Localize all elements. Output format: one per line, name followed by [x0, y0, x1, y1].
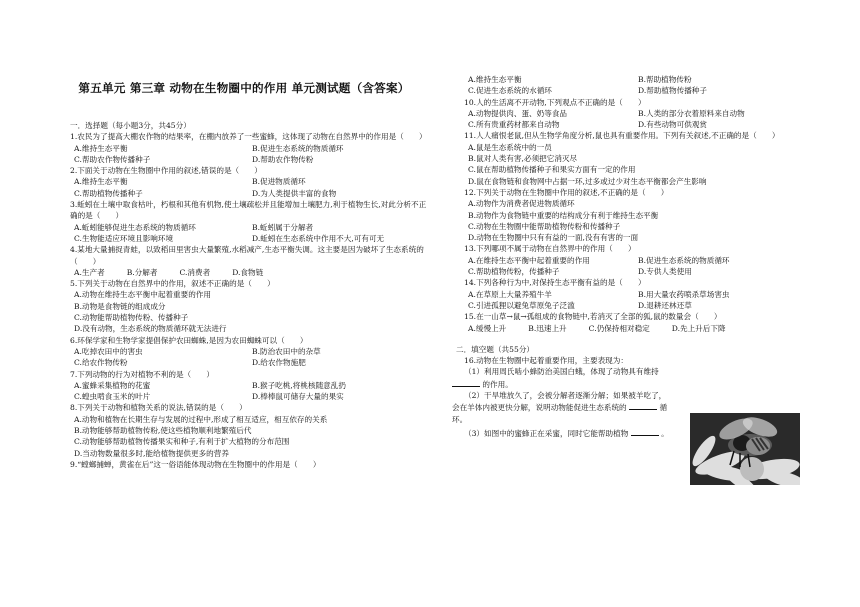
- question-16-part2-mid: [452, 401, 808, 413]
- option: A.鼠是生态系统中的一员: [468, 142, 552, 152]
- option: C.帮助农作物传播种子: [74, 154, 151, 164]
- question-2-stem: 2.下面关于动物在生物圈中作用的叙述,错误的是（ ）: [70, 166, 262, 176]
- option: D.先上升后下降: [671, 323, 726, 333]
- question-16-part1-tail: 的作用。: [482, 379, 513, 389]
- question-5-stem: 5.下列关于动物在自然界中的作用，叙述不正确的是（ ）: [70, 279, 275, 289]
- option: A.缓慢上升: [468, 323, 507, 333]
- option: B.蚯蚓属于分解者: [252, 222, 314, 232]
- option: C.仍保持相对稳定: [588, 323, 650, 333]
- question-16-part2-text: （2）干旱堆放久了，会被分解者逐渐分解；如果被羊吃了，: [464, 391, 667, 401]
- option: B.鼠对人类有害,必须把它消灭尽: [468, 154, 578, 164]
- question-11-stem: 11.人人痛恨老鼠,但从生物学角度分析,鼠也具有重要作用。下列有关叙述,不正确的是（ ）: [464, 131, 780, 141]
- option: C.蝗虫啃食玉米的叶片: [74, 392, 151, 402]
- question-2-options-row2: [58, 188, 430, 199]
- option: A.生产者: [74, 267, 105, 277]
- option: A.动物在维持生态平衡中起着重要的作用: [74, 290, 211, 300]
- option: A.维持生态平衡: [468, 75, 522, 84]
- option: C.动物能帮助植物传粉、传播种子: [74, 313, 189, 323]
- option: D.给农作物施肥: [252, 358, 306, 368]
- answer-blank[interactable]: [631, 427, 659, 436]
- option: B.人类的部分衣着原料来自动物: [638, 108, 745, 118]
- question-4-stem: 4.某地大量捕捉青蛙，以致稻田里害虫大量繁殖,水稻减产,生态平衡失调。这主要是因为破坏了生态系统的（ ）: [70, 245, 424, 266]
- question-16-part3-text: （3）如图中的蜜蜂正在采蜜，同时它能帮助植物: [464, 428, 629, 438]
- question-16-part2-tail: 循: [659, 403, 668, 413]
- option: B.促进物质循环: [252, 177, 306, 187]
- bee-on-flower-illustration: [690, 413, 800, 485]
- question-10-stem: 10.人的生活离不开动物,下列观点不正确的是（ ）: [464, 97, 646, 107]
- option: A.维持生态平衡: [74, 177, 128, 187]
- option: C.所有贵重药材都来自动物: [468, 120, 560, 130]
- option: C.消费者: [179, 267, 211, 277]
- option: D.有些动物可供观赏: [638, 120, 707, 130]
- question-14-options-row1: [452, 289, 808, 300]
- question-3-stem: 3.蚯蚓在土壤中取食枯叶，朽根和其他有机物,使土壤疏松并且能增加土壤肥力,利于植物生长,对此分析不正确的是（ ）: [70, 200, 427, 221]
- option: B.动物是食物链的组成成分: [74, 301, 166, 311]
- question-15-options: [452, 323, 808, 334]
- option: B.促进生态系统的物质循环: [638, 255, 730, 265]
- question-16-stem: 16.动物在生物圈中起着重要作用，主要表现为：: [464, 356, 628, 366]
- option: C.动物能够帮助植物传播果实和种子,有利于扩大植物的分布范围: [74, 437, 290, 447]
- option: C.生物能适应环境且影响环境: [74, 233, 174, 243]
- option: B.帮助植物传粉: [638, 75, 692, 84]
- option: A.蚯蚓能够促进生态系统的物质循环: [74, 222, 196, 232]
- option: A.在维持生态平衡中起着重要的作用: [468, 255, 590, 265]
- option: D.退耕还林还草: [638, 300, 692, 310]
- option: C.动物在生物圈中能帮助植物传粉和传播种子: [468, 221, 621, 231]
- question-1-options-row2: [58, 154, 430, 165]
- question-14-stem: 14.下列各种行为中,对保持生态平衡有益的是（ ）: [464, 278, 646, 288]
- question-9-stem: 9.“螳螂捕蝉，黄雀在后”这一俗语能体现动物在生物圈中的作用是（ ）: [70, 459, 321, 469]
- option: D.当动物数量很多时,能给植物提供更多的营养: [74, 448, 229, 458]
- option: D.蚯蚓在生态系统中作用不大,可有可无: [252, 233, 385, 243]
- question-16-part1: [452, 366, 684, 377]
- option: A.动物提供肉、蛋、奶等食品: [468, 108, 568, 118]
- bee-on-flower-photo: [690, 413, 800, 485]
- right-column: [452, 74, 808, 439]
- question-16-part2-text2: 会在羊体内被更快分解，说明动物能促进生态系统的: [452, 403, 627, 413]
- section-fill-heading: 二．填空题（共55分）: [456, 344, 535, 354]
- question-13-options-row1: [452, 255, 808, 266]
- option: D.专供人类使用: [638, 267, 692, 277]
- question-2-options-row1: [58, 176, 430, 187]
- option: A.动物作为消费者促进物质循环: [468, 199, 575, 209]
- question-10-options-row1: [452, 108, 808, 119]
- question-6-options-row2: [58, 357, 430, 368]
- option: A.蜜蜂采集植物的花蜜: [74, 380, 151, 390]
- question-16-part2-end: 环。: [452, 414, 468, 424]
- option: B.迅速上升: [528, 323, 567, 333]
- question-13-options-row2: [452, 266, 808, 277]
- question-8-stem: 8.下列关于动物和植物关系的说法,错误的是（ ）: [70, 403, 247, 413]
- option: D.没有动物，生态系统的物质循环就无法进行: [74, 324, 227, 334]
- question-10-options-row2: [452, 119, 808, 130]
- option: D.棒棒鼠可储存大量的果实: [252, 392, 344, 402]
- option: D.帮助植物传播种子: [638, 86, 707, 96]
- question-12-stem: 12.下列关于动物在生物圈中作用的叙述,不正确的是（ ）: [464, 187, 669, 197]
- question-4-options: [58, 267, 430, 278]
- option: B.猴子吃桃,将桃核随意乱扔: [252, 380, 346, 390]
- question-14-options-row2: [452, 300, 808, 311]
- option: D.鼠在食物链和食物网中占据一环,过多或过少对生态平衡都会产生影响: [468, 176, 707, 186]
- answer-blank[interactable]: [629, 401, 657, 410]
- question-1-stem: 1.农民为了提高大棚农作物的结果率，在棚内放养了一些蜜蜂，这体现了动物在自然界中的作用是（ ）: [70, 132, 427, 142]
- option: C.帮助植物传播种子: [74, 188, 143, 198]
- page-title: 第五单元 第三章 动物在生物圈中的作用 单元测试题（含答案）: [78, 81, 410, 95]
- option: C.给农作物传粉: [74, 358, 128, 368]
- question-1-options-row1: [58, 143, 430, 154]
- question-3-options-row1: [58, 222, 430, 233]
- question-15-stem: 15.在一山草→鼠→孤组成的食物链中,若消灭了全部的狐,鼠的数量会（ ）: [464, 312, 722, 322]
- option: D.帮助农作物传粉: [252, 154, 314, 164]
- left-column: [58, 114, 430, 470]
- question-6-options-row1: [58, 346, 430, 357]
- option: C.鼠在帮助植物传播种子和果实方面有一定的作用: [468, 165, 636, 175]
- option: A.在草原上大量养殖牛羊: [468, 289, 552, 299]
- option: D.为人类提供丰富的食物: [252, 188, 337, 198]
- question-9-options-row2: [452, 85, 808, 96]
- question-13-stem: 13.下列哪项不属于动物在自然界中的作用（ ）: [464, 244, 636, 254]
- question-16-part3-tail: 。: [661, 428, 669, 438]
- question-7-stem: 7.下列动物的行为对植物不利的是（ ）: [70, 369, 214, 379]
- question-7-options-row2: [58, 391, 430, 402]
- question-6-stem: 6.环保学家和生物学家提倡保护农田蜘蛛,是因为农田蜘蛛可以（ ）: [70, 335, 308, 345]
- question-3-options-row2: [58, 233, 430, 244]
- option: B.促进生态系统的物质循环: [252, 143, 344, 153]
- answer-blank[interactable]: [452, 378, 480, 387]
- option: B.动物作为食物链中重要的结构成分有利于维持生态平衡: [468, 210, 659, 220]
- question-16-part1-end: [452, 378, 808, 390]
- option: A.吃掉农田中的害虫: [74, 346, 143, 356]
- question-7-options-row1: [58, 380, 430, 391]
- question-9-options-row1: [452, 74, 808, 85]
- option: B.用大量农药喷杀草场害虫: [638, 289, 730, 299]
- option: C.促进生态系统的水循环: [468, 86, 552, 96]
- option: D.动物在生物圈中只有有益的一面,没有有害的一面: [468, 233, 639, 243]
- option: B.动物能够帮助植物传粉,使这些植物顺利地繁殖后代: [74, 426, 252, 436]
- question-16-part2: [452, 390, 686, 401]
- option: A.动物和植物在长期生存与发展的过程中,形成了相互适应，相互依存的关系: [74, 414, 328, 424]
- option: A.维持生态平衡: [74, 143, 128, 153]
- option: D.食物链: [232, 267, 264, 277]
- option: B.防治农田中的杂草: [252, 346, 321, 356]
- section-choice-heading: 一．选择题（每小题3分，共45分）: [70, 121, 191, 130]
- option: B.分解者: [126, 267, 158, 277]
- option: C.帮助植物传粉，传播种子: [468, 267, 560, 277]
- question-16-part1-text: （1）利用周氏啮小蜂防治美国白蛾，体现了动物具有维持: [464, 367, 659, 377]
- option: C.引进孤狸以避兔草原兔子泛滥: [468, 300, 575, 310]
